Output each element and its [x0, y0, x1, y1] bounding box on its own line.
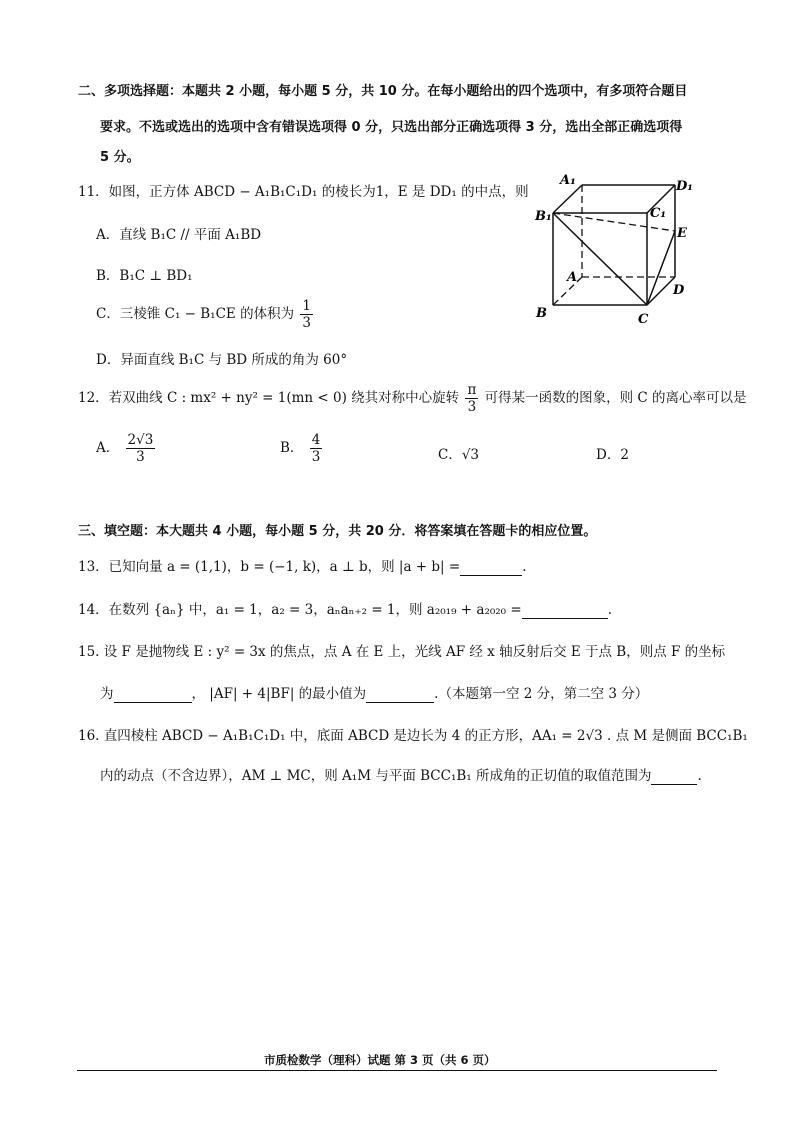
q15-line1: 15. 设 F 是抛物线 E : y² = 3x 的焦点，点 A 在 E 上，光线 AF 经 x 轴反射后交 E 于点 B，则点 F 的坐标	[78, 644, 726, 660]
label-e: E	[677, 226, 687, 241]
q12-angle-fraction	[465, 382, 478, 415]
q12-angle-numerator: π	[467, 382, 477, 398]
q11-option-b: B．B₁C ⊥ BD₁	[96, 268, 193, 284]
q12-angle-denominator: 3	[467, 399, 477, 415]
q15-line2-b: ， |AF| + 4|BF| 的最小值为	[191, 686, 367, 702]
q12-option-b-denominator: 3	[311, 449, 321, 465]
label-d: D	[673, 283, 685, 298]
q12-option-b	[280, 432, 324, 465]
q16-line2	[100, 764, 702, 785]
cube-figure	[530, 170, 705, 330]
edge-a1b1	[553, 185, 582, 213]
q12-option-a	[96, 432, 157, 465]
q12-option-a-label: A．	[96, 440, 120, 456]
section2-heading-line3: 5 分。	[100, 150, 140, 165]
q12-option-b-fraction	[310, 432, 323, 465]
q12-stem-part1: 12．若双曲线 C : mx² + ny² = 1(mn < 0) 绕其对称中心旋转	[78, 390, 460, 406]
label-b: B	[536, 306, 547, 321]
q12-option-a-fraction	[126, 432, 156, 465]
label-a1: A₁	[560, 173, 576, 188]
q12-option-b-label: B．	[280, 440, 304, 456]
q11-option-c-text: C．三棱锥 C₁ − B₁CE 的体积为	[96, 306, 295, 322]
q12-stem-part2: 可得某一函数的图象，则 C 的离心率可以是	[484, 390, 747, 406]
segment-b1c	[553, 213, 647, 305]
section2-heading-line2: 要求。不选或选出的选项中含有错误选项得 0 分，只选出部分正确选项得 3 分，选出全部正确选项得	[100, 120, 683, 135]
q15-line2-a: 为	[100, 686, 114, 702]
q15-line2	[100, 682, 648, 703]
q12-option-d: D．2	[596, 447, 629, 463]
q11-option-c-numerator: 1	[302, 298, 311, 314]
q15-answer-blank-2	[366, 686, 434, 703]
q14	[78, 598, 612, 619]
q12-option-a-numerator: 2√3	[127, 432, 154, 448]
q13-answer-blank	[460, 559, 522, 576]
q13	[78, 555, 527, 576]
q13-text: 13．已知向量 a = (1,1)，b = (−1, k)，a ⊥ b，则 |a + b| =	[78, 559, 461, 575]
q15-line2-c: .（本题第一空 2 分，第二空 3 分）	[434, 686, 649, 702]
label-b1: B₁	[535, 209, 552, 224]
q16-answer-blank	[651, 768, 697, 785]
q12-option-a-denominator: 3	[136, 449, 145, 465]
q14-answer-blank	[522, 602, 608, 619]
q11-option-c-fraction	[300, 298, 313, 331]
section3-heading: 三、填空题：本大题共 4 小题，每小题 5 分，共 20 分．将答案填在答题卡的相应位置。	[78, 524, 597, 539]
edge-cd	[647, 277, 675, 305]
label-a: A	[567, 270, 578, 285]
q12-option-b-numerator: 4	[311, 432, 321, 448]
q14-end: .	[607, 602, 612, 618]
q12-option-c: C．√3	[438, 447, 480, 463]
page-footer: 市质检数学（理科）试题 第 3 页（共 6 页）	[264, 1053, 496, 1067]
segment-ce	[647, 231, 675, 305]
label-d1: D₁	[676, 179, 693, 194]
label-c1: C₁	[650, 206, 667, 221]
section2-heading-line1: 二、多项选择题：本题共 2 小题，每小题 5 分，共 10 分。在每小题给出的四个选项中，有多项符合题目	[78, 84, 688, 99]
q13-end: .	[522, 559, 527, 575]
q16-line1: 16. 直四棱柱 ABCD − A₁B₁C₁D₁ 中，底面 ABCD 是边长为 4 的正方形，AA₁ = 2√3 . 点 M 是侧面 BCC₁B₁	[78, 728, 748, 744]
q11-option-c-denominator: 3	[302, 315, 311, 331]
footer-divider	[77, 1070, 717, 1071]
q16-line2-text: 内的动点（不含边界），AM ⊥ MC，则 A₁M 与平面 BCC₁B₁ 所成角的正切值的取值范围为	[100, 768, 652, 784]
q12-stem	[78, 382, 747, 415]
q16-end: .	[697, 768, 702, 784]
q11-option-a: A．直线 B₁C // 平面 A₁BD	[96, 227, 262, 243]
q11-option-c	[96, 298, 315, 331]
q14-text: 14．在数列 {aₙ} 中，a₁ = 1，a₂ = 3，aₙaₙ₊₂ = 1，则 a₂₀₁₉ + a₂₀₂₀ =	[78, 602, 522, 618]
q11-stem: 11．如图，正方体 ABCD − A₁B₁C₁D₁ 的棱长为1，E 是 DD₁ 的中点，则	[78, 184, 529, 200]
label-c: C	[638, 312, 649, 327]
q15-answer-blank-1	[114, 686, 192, 703]
q11-option-d: D．异面直线 B₁C 与 BD 所成的角为 60°	[96, 352, 348, 368]
